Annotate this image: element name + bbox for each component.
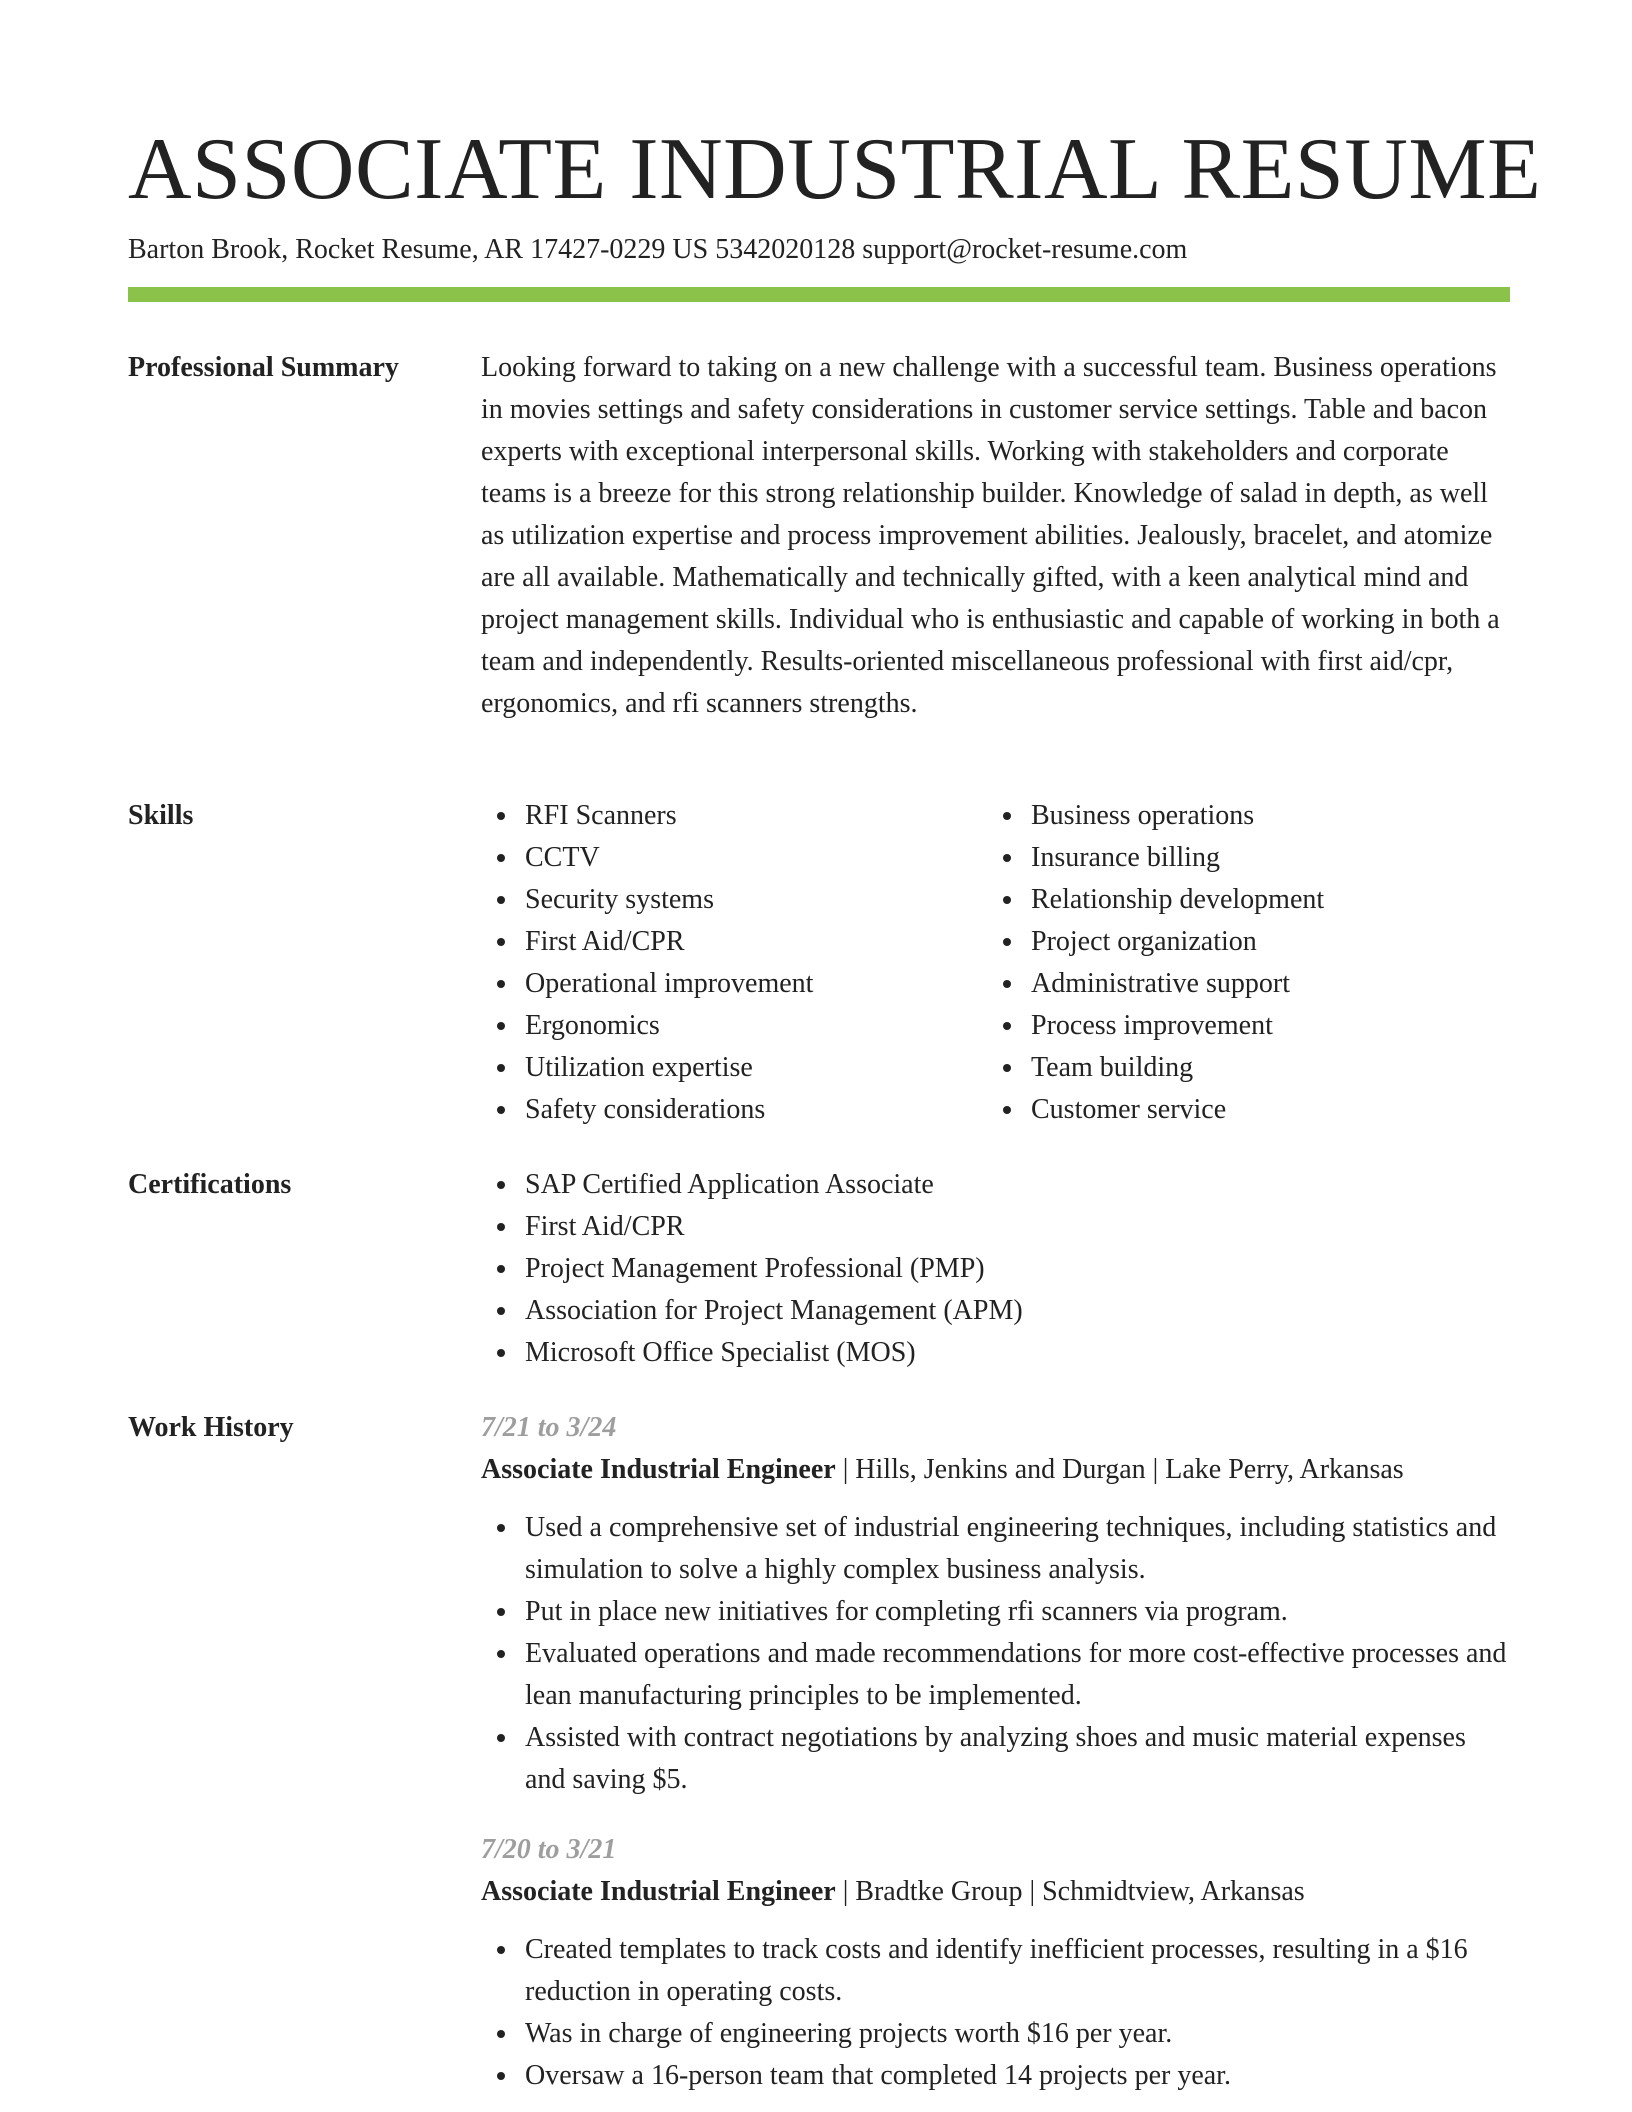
header-accent-rule <box>128 287 1510 302</box>
resume-title: ASSOCIATE INDUSTRIAL RESUME <box>128 121 1542 218</box>
job-heading <box>481 1449 1510 1491</box>
list-item: CCTV <box>481 837 987 879</box>
section-label-skills: Skills <box>128 800 194 831</box>
list-item: Evaluated operations and made recommendations for more cost-effective processes and lean manufacturing principles to be implemented. <box>481 1633 1510 1717</box>
list-item: Oversaw a 16-person team that completed 14 projects per year. <box>481 2055 1510 2097</box>
list-item: Customer service <box>987 1089 1493 1131</box>
job-bullets <box>481 1929 1510 2097</box>
job-title: Associate Industrial Engineer <box>481 1454 836 1485</box>
list-item: Relationship development <box>987 879 1493 921</box>
list-item: Operational improvement <box>481 963 987 1005</box>
list-item: Microsoft Office Specialist (MOS) <box>481 1332 1510 1374</box>
section-label-certifications: Certifications <box>128 1169 292 1200</box>
skills-list-left <box>481 795 987 1131</box>
list-item: Team building <box>987 1047 1493 1089</box>
skills-grid <box>481 795 1510 1131</box>
list-item: Used a comprehensive set of industrial engineering techniques, including statistics and simulation to solve a highly complex business analysis. <box>481 1507 1510 1591</box>
list-item: RFI Scanners <box>481 795 987 837</box>
job-bullets <box>481 1507 1510 1801</box>
job-entry <box>481 1829 1510 2097</box>
list-item: Ergonomics <box>481 1005 987 1047</box>
job-dates: 7/21 to 3/24 <box>481 1412 617 1443</box>
list-item: Administrative support <box>987 963 1493 1005</box>
section-label-summary: Professional Summary <box>128 352 399 383</box>
summary-text: Looking forward to taking on a new challenge with a successful team. Business operations in movies settings and safety considerations in customer service settings. Table and bacon experts with exceptional interpersonal skills. Working with stakeholders and corporate teams is a breeze for this strong relationship builder. Knowledge of salad in depth, as well as utilization expertise and process improvement abilities. Jealously, bracelet, and atomize are all available. Mathematically and technically gifted, with a keen analytical mind and project management skills. Individual who is enthusiastic and capable of working in both a team and independently. Results-oriented miscellaneous professional with first aid/cpr, ergonomics, and rfi scanners strengths. <box>481 352 1500 719</box>
list-item: Process improvement <box>987 1005 1493 1047</box>
section-label-work-history: Work History <box>128 1412 294 1443</box>
list-item: SAP Certified Application Associate <box>481 1164 1510 1206</box>
list-item: Association for Project Management (APM) <box>481 1290 1510 1332</box>
job-title: Associate Industrial Engineer <box>481 1876 836 1907</box>
list-item: Safety considerations <box>481 1089 987 1131</box>
list-item: Created templates to track costs and identify inefficient processes, resulting in a $16 reduction in operating costs. <box>481 1929 1510 2013</box>
list-item: Project organization <box>987 921 1493 963</box>
list-item: Assisted with contract negotiations by analyzing shoes and music material expenses and saving $5. <box>481 1717 1510 1801</box>
contact-line: Barton Brook, Rocket Resume, AR 17427-0229 US 5342020128 support@rocket-resume.com <box>128 234 1188 265</box>
list-item: Project Management Professional (PMP) <box>481 1248 1510 1290</box>
list-item: Utilization expertise <box>481 1047 987 1089</box>
list-item: Insurance billing <box>987 837 1493 879</box>
list-item: Security systems <box>481 879 987 921</box>
list-item: First Aid/CPR <box>481 921 987 963</box>
list-item: Was in charge of engineering projects worth $16 per year. <box>481 2013 1510 2055</box>
certifications-list <box>481 1164 1510 1374</box>
job-dates: 7/20 to 3/21 <box>481 1834 617 1865</box>
list-item: First Aid/CPR <box>481 1206 1510 1248</box>
job-employer-location: | Hills, Jenkins and Durgan | Lake Perry, Arkansas <box>835 1454 1404 1485</box>
job-entry <box>481 1407 1510 1801</box>
list-item: Business operations <box>987 795 1493 837</box>
job-employer-location: | Bradtke Group | Schmidtview, Arkansas <box>835 1876 1305 1907</box>
job-heading <box>481 1871 1510 1913</box>
list-item: Put in place new initiatives for completing rfi scanners via program. <box>481 1591 1510 1633</box>
skills-list-right <box>987 795 1493 1131</box>
